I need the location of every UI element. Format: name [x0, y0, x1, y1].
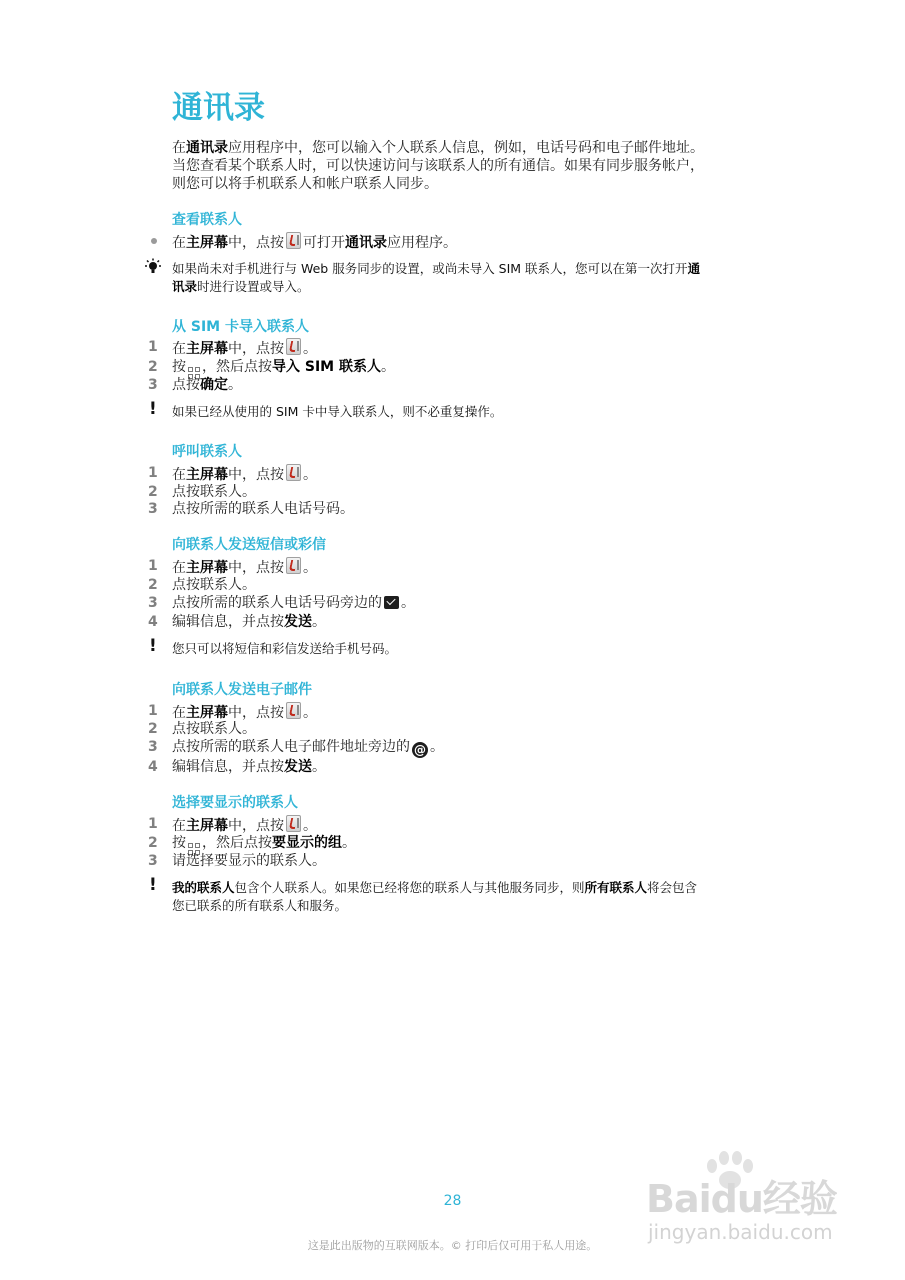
phone-app-icon — [286, 702, 301, 719]
section-heading-send-email: 向联系人发送电子邮件 — [172, 682, 312, 698]
section-heading-send-sms: 向联系人发送短信或彩信 — [172, 537, 326, 553]
exclamation-note-icon: ! — [149, 875, 157, 895]
important-note: 您只可以将短信和彩信发送给手机号码。 — [172, 641, 398, 656]
important-note: 我的联系人包含个人联系人。如果您已经将您的联系人与其他服务同步，则所有联系人将会包含 您已联系的所有联系人和服务。 — [172, 880, 698, 913]
section-heading-display-contacts: 选择要显示的联系人 — [172, 795, 298, 811]
page-number: 28 — [443, 1193, 462, 1209]
important-note: 如果已经从使用的 SIM 卡中导入联系人，则不必重复操作。 — [172, 404, 503, 419]
footer-notice: 这是此出版物的互联网版本。© 打印后仅可用于私人用途。 — [307, 1239, 598, 1252]
exclamation-note-icon: ! — [149, 636, 157, 656]
phone-app-icon — [286, 815, 301, 832]
watermark-url: jingyan.baidu.com — [648, 1220, 833, 1244]
tip-note: 如果尚未对手机进行与 Web 服务同步的设置，或尚未导入 SIM 联系人，您可以在第一次打开通 讯录时进行设置或导入。 — [172, 261, 701, 294]
watermark-brand: Baidu经验 — [646, 1177, 837, 1221]
email-at-icon: @ — [414, 743, 426, 757]
page-title: 通讯录 — [172, 90, 265, 126]
section-heading-call-contact: 呼叫联系人 — [172, 444, 242, 460]
message-icon — [384, 596, 399, 609]
bullet-icon — [151, 238, 157, 244]
phone-app-icon — [286, 232, 301, 249]
baidu-watermark — [640, 1150, 860, 1260]
exclamation-note-icon: ! — [149, 399, 157, 419]
phone-app-icon — [286, 557, 301, 574]
section-heading-import-sim: 从 SIM 卡导入联系人 — [172, 319, 309, 335]
app-name-contacts: 通讯录 — [186, 140, 228, 156]
lightbulb-tip-icon — [143, 258, 163, 278]
section-heading-view-contacts: 查看联系人 — [172, 212, 242, 228]
phone-app-icon — [286, 464, 301, 481]
intro-paragraph: 在通讯录应用程序中，您可以输入个人联系人信息，例如，电话号码和电子邮件地址。 当您查看某个联系人时，可以快速访问与该联系人的所有通信。如果有同步服务帐户， 则您可以将手机联系人和帐户联系人同步。 — [172, 140, 704, 192]
phone-app-icon — [286, 338, 301, 355]
